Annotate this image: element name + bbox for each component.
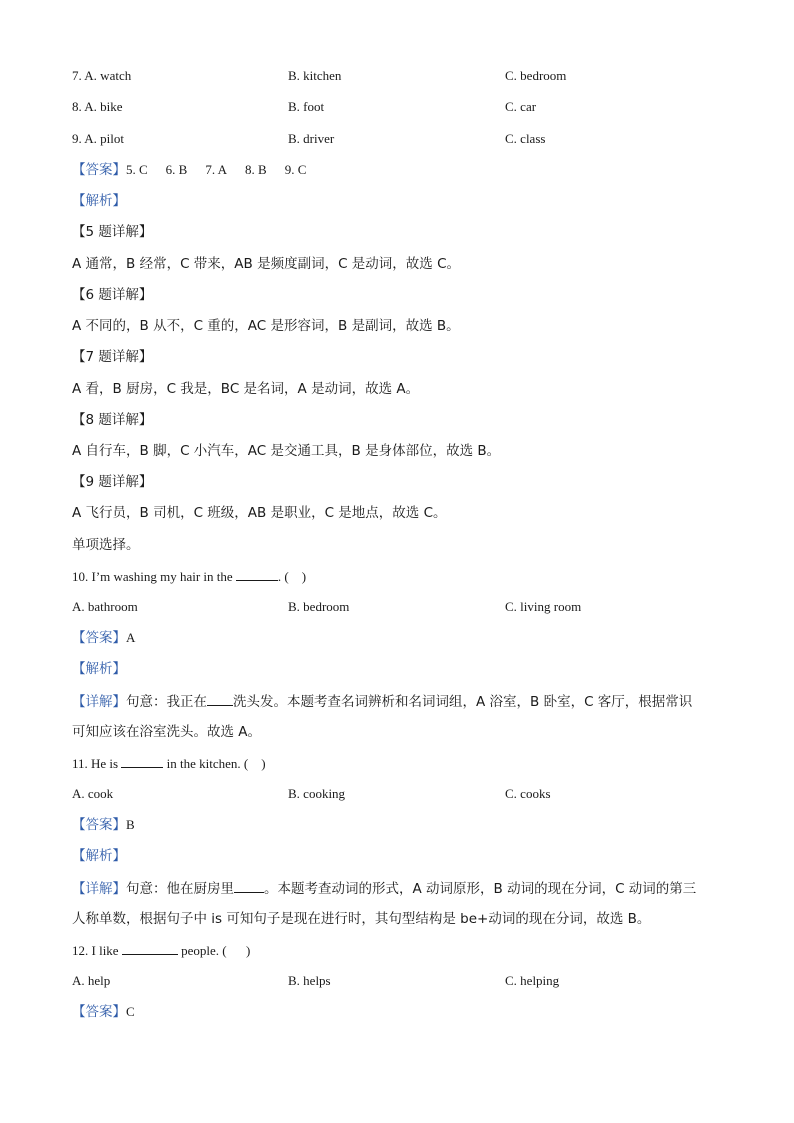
- option-c: C. helping: [505, 973, 560, 988]
- detail-9-text: A 飞行员，B 司机，C 班级，AB 是职业，C 是地点，故选 C。: [72, 505, 447, 521]
- question-10-stem: 10. I’m washing my hair in the . ( ): [72, 569, 307, 584]
- option-c: C. living room: [505, 599, 582, 614]
- detail-7-heading: 【7 题详解】: [72, 349, 153, 365]
- option-b: B. helps: [288, 973, 331, 988]
- detail-8-text: A 自行车，B 脚，C 小汽车，AC 是交通工具，B 是身体部位，故选 B。: [72, 443, 501, 459]
- detail-8-heading: 【8 题详解】: [72, 412, 153, 428]
- option-c: C. bedroom: [505, 68, 567, 83]
- option-c: C. class: [505, 131, 546, 146]
- detail-blank: [234, 879, 264, 893]
- detail-5-heading: 【5 题详解】: [72, 224, 153, 240]
- option-a: 7. A. watch: [72, 68, 132, 83]
- section-title: 单项选择。: [72, 537, 140, 553]
- answer-tag: 【答案】: [72, 162, 126, 178]
- option-b: B. kitchen: [288, 68, 342, 83]
- analysis-tag: 【解析】: [72, 193, 126, 209]
- option-b: B. bedroom: [288, 599, 350, 614]
- option-a: A. help: [72, 973, 111, 988]
- analysis-heading: [72, 192, 722, 211]
- question-10-answer: 【答案】A: [72, 630, 136, 646]
- question-11-analysis-tag: 【解析】: [72, 848, 126, 864]
- detail-9-heading: 【9 题详解】: [72, 474, 153, 490]
- option-a: A. cook: [72, 786, 114, 801]
- detail-blank: [207, 692, 233, 706]
- question-10-detail: 【详解】句意：我正在 洗头发。本题考查名词辨析和名词词组，A 浴室，B 卧室，C 客厅，根据常识: [72, 694, 693, 710]
- option-a: 8. A. bike: [72, 99, 123, 114]
- question-11-detail-cont: 人称单数，根据句子中 is 可知句子是现在进行时，其句型结构是 be+动词的现在分词，故选 B。: [72, 911, 651, 927]
- detail-7-text: A 看，B 厨房，C 我是，BC 是名词，A 是动词，故选 A。: [72, 381, 420, 397]
- answer-blank: [122, 941, 178, 955]
- option-b: B. cooking: [288, 786, 346, 801]
- answer-list: 5. C 6. B 7. A 8. B 9. C: [126, 162, 307, 177]
- question-10-detail-cont: 可知应该在浴室洗头。故选 A。: [72, 724, 262, 740]
- question-11-stem: 11. He is in the kitchen. ( ): [72, 756, 266, 771]
- option-a: A. bathroom: [72, 599, 138, 614]
- option-c: C. car: [505, 99, 537, 114]
- group-answer-line: [72, 161, 722, 180]
- question-12-stem: 12. I like people. ( ): [72, 943, 251, 958]
- question-11-answer: 【答案】B: [72, 817, 135, 833]
- detail-6-text: A 不同的，B 从不，C 重的，AC 是形容词，B 是副词，故选 B。: [72, 318, 460, 334]
- answer-blank: [121, 754, 163, 768]
- option-b: B. foot: [288, 99, 325, 114]
- detail-6-heading: 【6 题详解】: [72, 287, 153, 303]
- answer-blank: [236, 567, 278, 581]
- question-11-detail: 【详解】句意：他在厨房里 。本题考查动词的形式，A 动词原形，B 动词的现在分词，C 动词的第三: [72, 881, 697, 897]
- option-c: C. cooks: [505, 786, 551, 801]
- option-a: 9. A. pilot: [72, 131, 125, 146]
- question-10-analysis-tag: 【解析】: [72, 661, 126, 677]
- option-b: B. driver: [288, 131, 335, 146]
- detail-5-text: A 通常，B 经常，C 带来，AB 是频度副词，C 是动词，故选 C。: [72, 256, 461, 272]
- question-12-answer: 【答案】C: [72, 1004, 135, 1020]
